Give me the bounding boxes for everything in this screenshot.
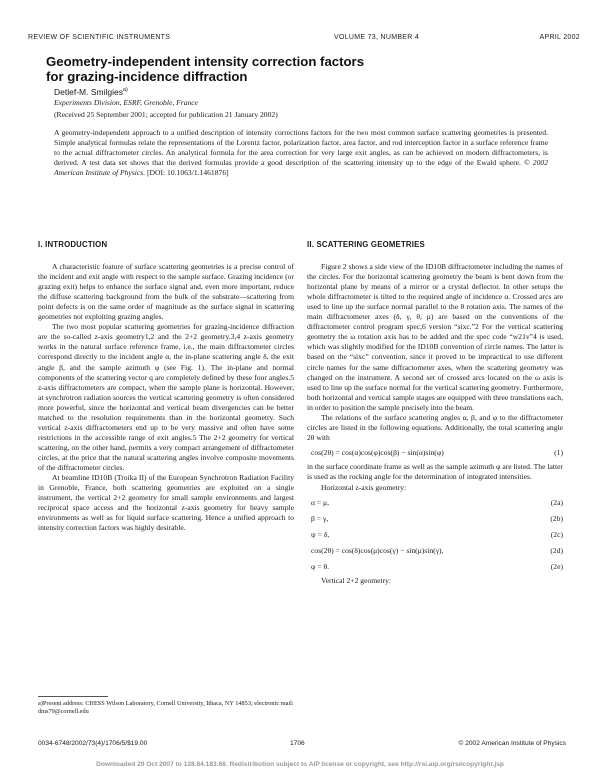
author	[54, 87, 128, 97]
received-dates: (Received 25 September 2001; accepted for publication 21 January 2002)	[54, 110, 278, 119]
author-name: Detlef-M. Smilgies	[54, 87, 123, 97]
equation-2a	[307, 496, 563, 509]
title-line-1: Geometry-independent intensity correction factors	[46, 54, 365, 69]
equation-1	[307, 446, 563, 459]
horizontal-geometry-label: Horizontal z-axis geometry:	[321, 482, 407, 492]
paragraph: At beamline ID10B (Troika II) of the European Synchrotron Radiation Facility in Grenoble, France, both scattering geometries are exploited on a single instrument, the vertical 2+2 geometry for small sample environments and largest reciprocal space access and the horizontal z-axis geometry for heavy sample environments as well as for liquid surface scattering. Hence a unified approach to intensity correction factors was highly desirable.	[38, 473, 294, 533]
bottom-copyright: © 2002 American Institute of Physics	[458, 740, 566, 747]
copyright-notice: © 2002 American Institute of Physics.	[54, 158, 548, 178]
equation-expression: cos(2θ) = cos(δ)cos(μ)cos(γ) − sin(μ)sin(γ),	[311, 546, 444, 556]
equation-2b	[307, 512, 563, 525]
equation-number: (2b)	[550, 514, 563, 524]
equation-expression: β = γ,	[311, 514, 329, 524]
left-column	[38, 240, 294, 533]
equation-expression: ψ = δ,	[311, 530, 330, 540]
equation-number: (2e)	[550, 562, 563, 572]
title-line-2: for grazing-incidence diffraction	[46, 69, 248, 84]
page-number: 1706	[290, 740, 305, 747]
paragraph: in the surface coordinate frame as well as the sample azimuth φ are listed. The latter is used as the rocking angle for the determination of integrated intensities.	[307, 461, 563, 481]
section-heading-introduction: I. INTRODUCTION	[38, 240, 108, 249]
paper-title	[46, 54, 526, 84]
equation-expression: α = μ,	[311, 498, 330, 508]
equation-2e	[307, 560, 563, 573]
paragraph: The relations of the surface scattering angles α, β, and φ to the diffractometer circles are listed in the following equations. Additionally, the total scattering angle 2θ with	[307, 412, 563, 442]
footnote: a)Present address: CHESS Wilson Laboratory, Cornell University, Ithaca, NY 14853; electronic mail: dms79@cornell.edu	[38, 700, 294, 715]
issue-date: APRIL 2002	[539, 34, 580, 41]
paragraph: The two most popular scattering geometries for grazing-incidence diffraction are the so-called z-axis geometry1,2 and the 2+2 geometry.3,4 z-axis geometry works in the natural surface reference frame, i.e., the main diffractometer circles correspond directly to the incident angle α, the in-plane scattering angle δ, the exit angle β, and the sample azimuth φ (see Fig. 1). The in-plane and normal components of the scattering vector q are completely defined by these four angles.5 z-axis diffractometers are compact, when the sample plane is horizontal. However, at synchrotron radiation sources the vertical scattering geometry is often considered more powerful, since the horizontal and vertical beam divergencies can be better matched to the resolution requirements than in the horizontal geometry. Such vertical z-axis diffractometers end up to be very massive and often have some restrictions in the accessible range of exit angles.5 The 2+2 geometry for vertical scattering, on the other hand, permits a very compact arrangement of diffractometer circles, at the price that the natural scattering angles involve composite movements of the diffractometer circles.	[38, 322, 294, 472]
equation-number: (2d)	[550, 546, 563, 556]
equation-number: (2c)	[550, 530, 563, 540]
vertical-geometry-label: Vertical 2+2 geometry:	[321, 576, 392, 586]
equation-expression: cos(2θ) = cos(α)cos(φ)cos(β) − sin(α)sin(φ)	[311, 447, 444, 457]
equation-expression: φ = θ.	[311, 562, 329, 572]
journal-code: 0034-6748/2002/73(4)/1706/5/$19.00	[38, 740, 148, 747]
volume-info: VOLUME 73, NUMBER 4	[334, 34, 420, 41]
equation-number: (2a)	[550, 498, 563, 508]
section-heading-scattering-geometries: II. SCATTERING GEOMETRIES	[307, 240, 425, 249]
footnote-divider	[38, 696, 108, 697]
paragraph: A characteristic feature of surface scattering geometries is a precise control of the incident and exit angle with respect to the sample surface. Grazing incidence (or grazing exit) helps to enhance the surface signal and, even more important, reduce the diffuse scattering background from the bulk of the substrate—scattering from point defects is on the same order of magnitude as the surface signal in scattering geometries not exploiting grazing angles.	[38, 262, 294, 322]
equation-2d	[307, 544, 563, 557]
affiliation: Experiments Division, ESRF, Grenoble, France	[54, 98, 199, 107]
abstract	[54, 128, 548, 178]
right-column	[307, 240, 563, 586]
doi[interactable]: [DOI: 10.1063/1.1461876]	[147, 168, 229, 178]
journal-name: REVIEW OF SCIENTIFIC INSTRUMENTS	[28, 34, 171, 41]
abstract-text: A geometry-independent approach to a unified description of intensity corrections factors for the two most common surface scattering geometries is presented. Simple analytical formulas relate the representations of the Lorentz factor, polarization factor, area factor, and rod interception factor in a surface reference frame to the actual diffractometer circles. An analytical formula for the area correction for very large exit angles, as can be achieved on modern diffractometers, is derived. A test data set shows that the derived formulas provide a good description of the scattering intensity up to the edge of the Ewald sphere.	[54, 128, 548, 168]
equation-2c	[307, 528, 563, 541]
download-notice[interactable]: Downloaded 29 Oct 2007 to 128.84.183.68. Redistribution subject to AIP license or copyright, see http://rsi.aip.org/rsi/copyright.jsp	[96, 761, 504, 768]
equation-number: (1)	[554, 447, 563, 457]
author-footnote-mark: a)	[122, 87, 128, 94]
paragraph: Figure 2 shows a side view of the ID10B diffractometer including the names of the circles. For the horizontal scattering geometry the beam is bent down from the horizontal plane by means of a mirror or a crystal deflector. In other setups the whole diffractometer is tilted to the required angle of incidence α. Crossed arcs are used to line up the surface normal parallel to the θ rotation axis. The names of the main diffractometer axes (δ, γ, θ, μ) are based on the conventions of the diffractometer control program spec,6 version “sixc.”2 For the vertical scattering geometry the ω rotation axis has to be added and the spec code “w21v”4 is used, which was slightly modified for the ID10B convention of circle names. The latter is based on the “sixc” convention, since it proved to be impractical to use different circle names for the same diffractometer axes, when the scattering geometry was changed on the instrument. A second set of crossed arcs located on the ω axis is used to line up the surface normal for the vertical scattering geometry. Furthermore, both horizontal and vertical sample stages are equipped with three translations each, in order to position the sample precisely into the beam.	[307, 262, 563, 412]
